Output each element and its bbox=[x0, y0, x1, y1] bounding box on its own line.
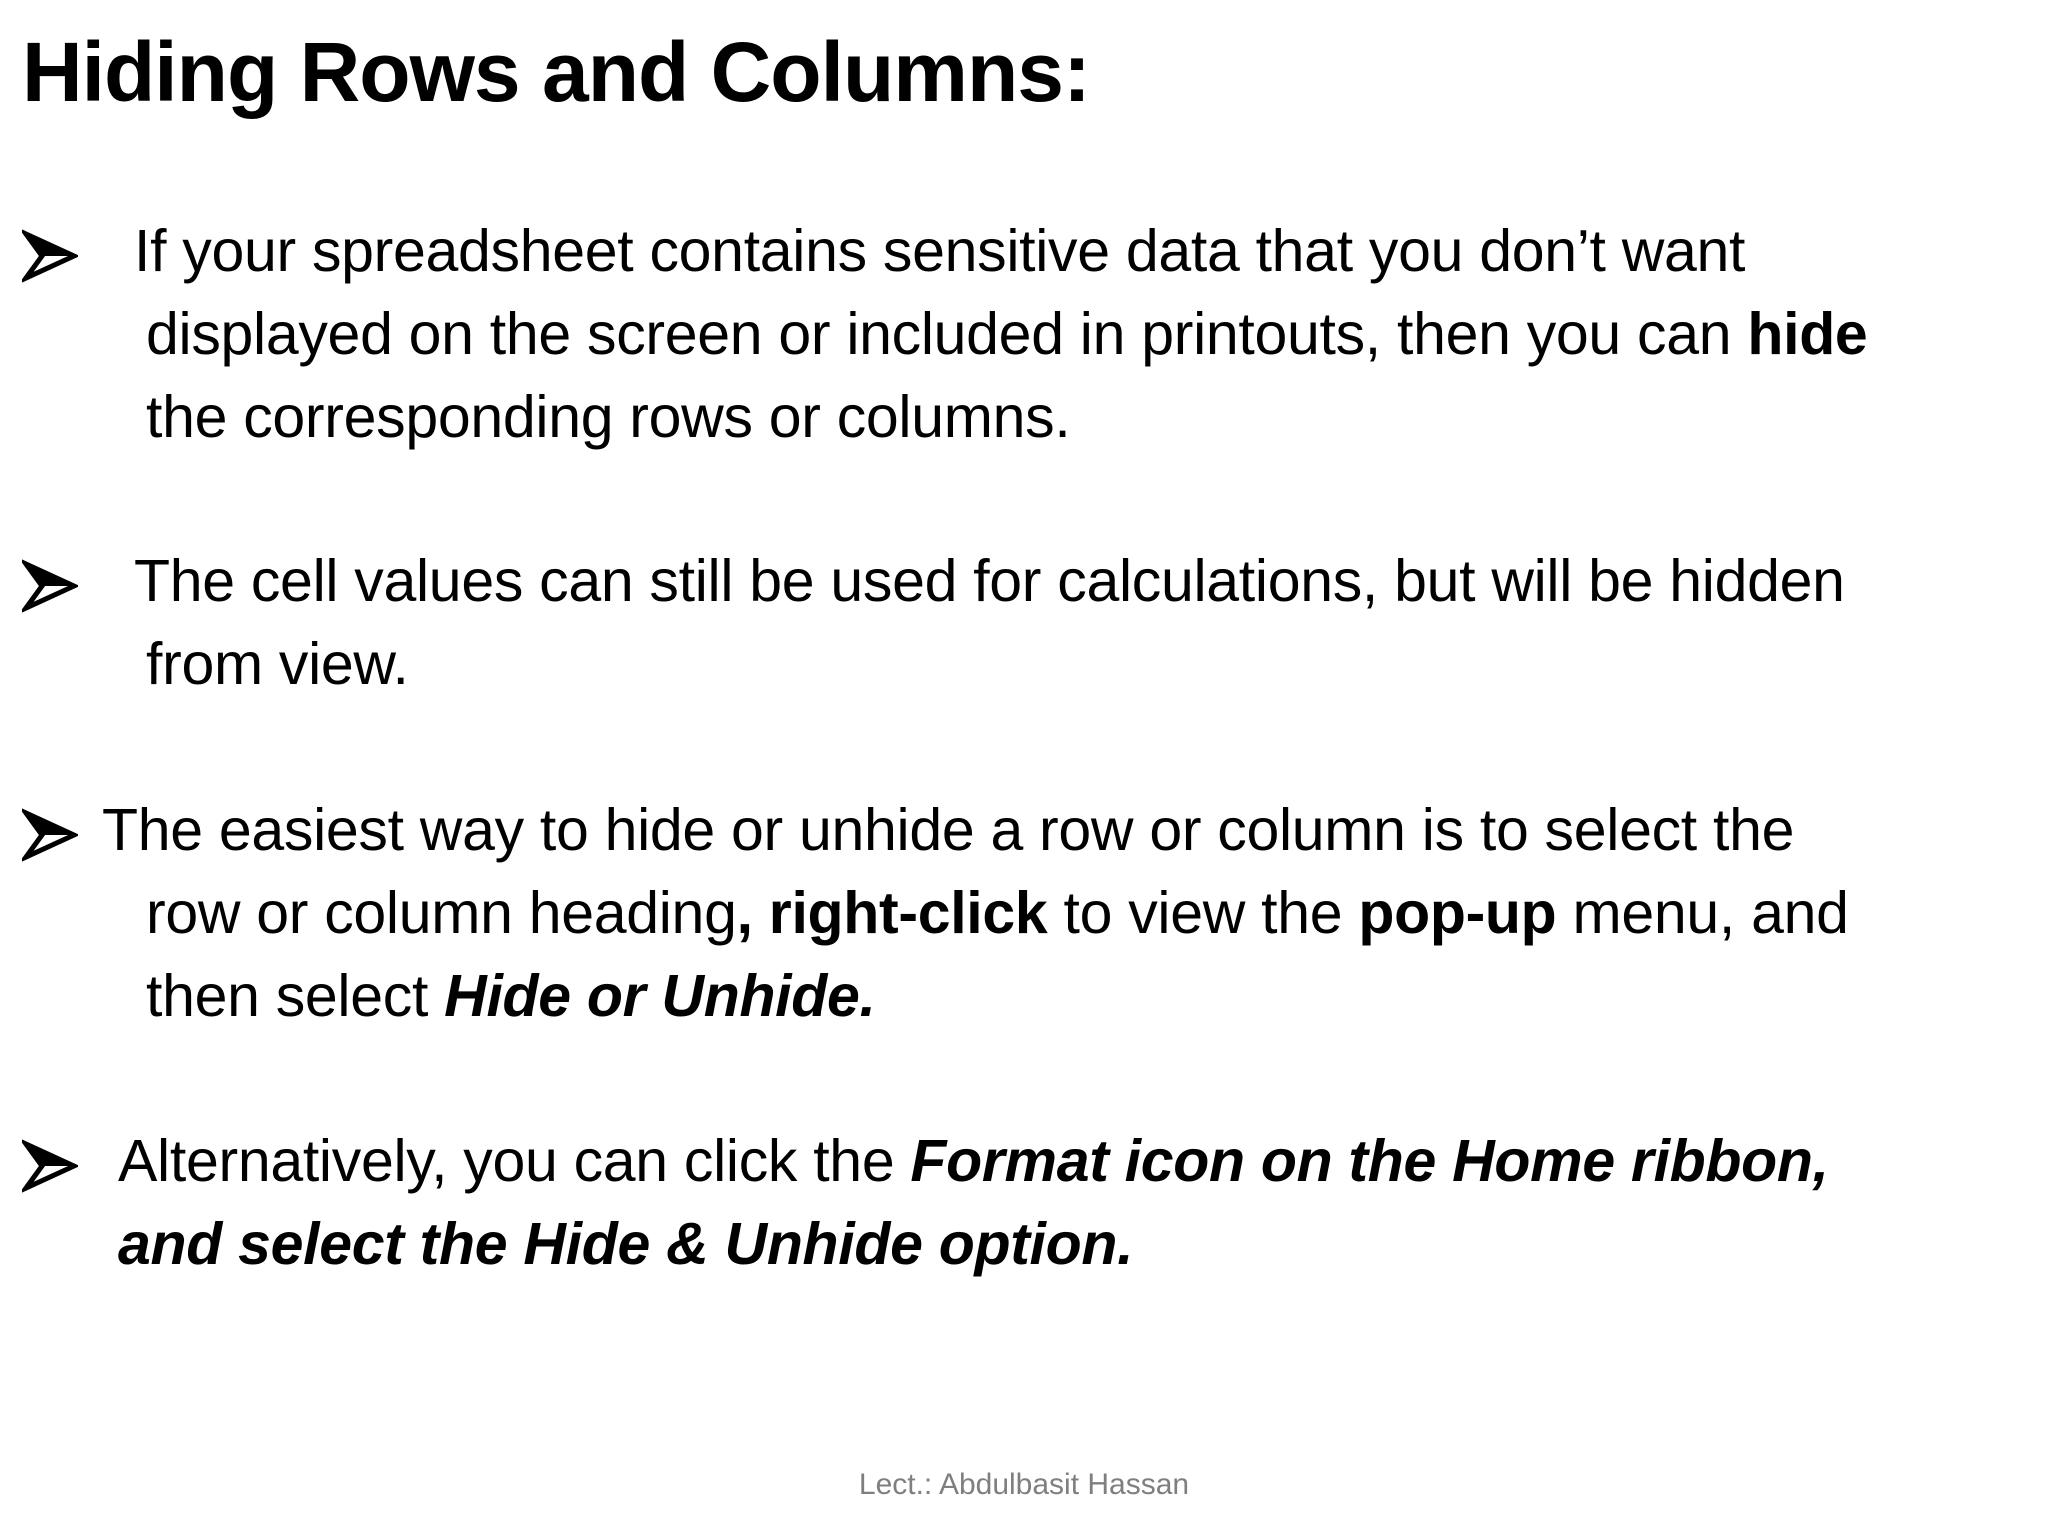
text-run-bold: hide bbox=[1747, 301, 1868, 367]
text-run-bold: , right-click bbox=[736, 880, 1048, 946]
arrow-bullet-icon bbox=[22, 807, 78, 863]
text-run: from view. bbox=[146, 631, 409, 697]
text-run: the corresponding rows or columns. bbox=[146, 384, 1071, 450]
bullet-line bbox=[134, 540, 1845, 623]
arrow-bullet-icon bbox=[22, 1138, 78, 1194]
text-run-bold-italic: Hide or Unhide. bbox=[444, 963, 876, 1029]
bullet-line bbox=[102, 872, 1849, 955]
slide-footer: Lect.: Abdulbasit Hassan bbox=[858, 1468, 1190, 1501]
text-run: Alternatively, you can click the bbox=[118, 1128, 911, 1194]
text-run: row or column heading bbox=[146, 880, 737, 946]
text-run: The easiest way to hide or unhide a row or column is to select the bbox=[102, 797, 1795, 863]
bullet-line bbox=[102, 789, 1849, 872]
bullet-text bbox=[134, 540, 1845, 706]
bullet-text bbox=[134, 210, 1867, 459]
bullet-line bbox=[134, 623, 1845, 706]
text-run: If your spreadsheet contains sensitive data that you don’t want bbox=[134, 218, 1746, 284]
slide-title: Hiding Rows and Columns: bbox=[22, 25, 1090, 119]
text-run: menu, and bbox=[1556, 880, 1849, 946]
arrow-bullet-icon bbox=[22, 228, 78, 284]
bullet-text bbox=[118, 1120, 1829, 1286]
bullet-line bbox=[134, 376, 1867, 459]
text-run-bold: pop-up bbox=[1358, 880, 1557, 946]
bullet-text bbox=[102, 789, 1849, 1038]
text-run: to view the bbox=[1047, 880, 1359, 946]
bullet-line bbox=[102, 955, 1849, 1038]
text-run-bold-italic: and select the Hide & Unhide option. bbox=[118, 1211, 1134, 1277]
bullet-line bbox=[134, 293, 1867, 376]
text-run: The cell values can still be used for calculations, but will be hidden bbox=[134, 548, 1845, 614]
bullet-line bbox=[118, 1203, 1829, 1286]
arrow-bullet-icon bbox=[22, 558, 78, 614]
text-run: displayed on the screen or included in printouts, then you can bbox=[146, 301, 1748, 367]
bullet-line bbox=[134, 210, 1867, 293]
bullet-line bbox=[118, 1120, 1829, 1203]
text-run-bold-italic: Format icon on the Home ribbon, bbox=[910, 1128, 1829, 1194]
text-run: then select bbox=[146, 963, 445, 1029]
